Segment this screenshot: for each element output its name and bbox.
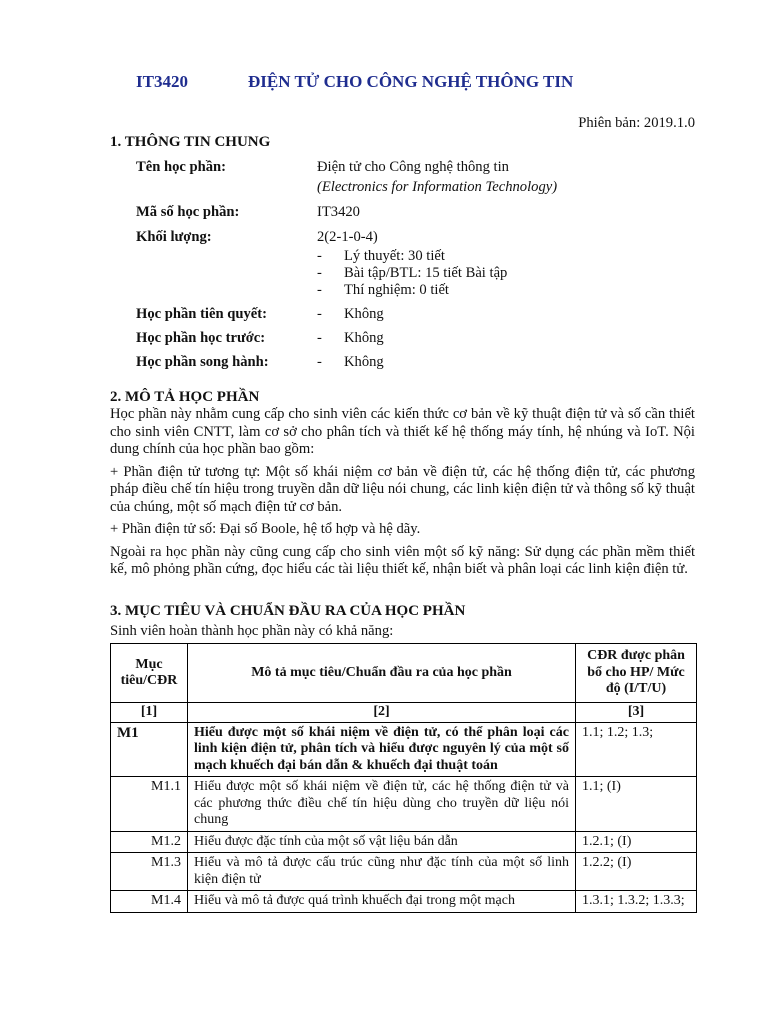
header-cell: Mô tả mục tiêu/Chuẩn đầu ra của học phần: [188, 644, 576, 703]
table-row: [111, 853, 697, 891]
objective-desc: Hiểu và mô tả được cấu trúc cũng như đặc tính của một số linh kiện điện tử: [188, 853, 576, 891]
parallel-label: Học phần song hành:: [136, 354, 269, 370]
objective-desc: Hiểu được một số khái niệm về điện tử, có thể phân loại các linh kiện điện tử, phân tích và hiểu được nguyên lý của một số mạch khuếch đại bán dẫn & khuếch đại thuật toán: [188, 722, 576, 777]
table-row: [111, 831, 697, 853]
section-2-heading: 2. MÔ TẢ HỌC PHẦN: [110, 389, 260, 405]
course-code: IT3420: [136, 72, 188, 91]
description-block: [110, 406, 695, 584]
table-row: [111, 722, 697, 777]
description-paragraph: + Phần điện tử tương tự: Một số khái niệm cơ bản về điện tử, các hệ thống điện tử, các phương pháp điều chế tín hiệu trong truyền dẫn dữ liệu nói chung, các linh kiện điện tử và thông số kỹ thuật của chúng, một số mạch điện tử cơ bản.: [110, 463, 695, 515]
description-paragraph: Học phần này nhằm cung cấp cho sinh viên các kiến thức cơ bản về kỹ thuật điện tử và số cần thiết cho sinh viên CNTT, làm cơ sở cho phân tích và thiết kế hệ thống máy tính, hệ nhúng và IoT. Nội dung chính của học phần bao gồm:: [110, 406, 695, 457]
column-number: [2]: [188, 703, 576, 723]
description-paragraph: Ngoài ra học phần này cũng cung cấp cho sinh viên một số kỹ năng: Sử dụng các phần mềm thiết kế, mô phỏng phần cứng, đọc hiểu các tài liệu thiết kế, nhận biết và phân loại các linh kiện điện tử.: [110, 543, 695, 577]
load-item: - Lý thuyết: 30 tiết: [317, 248, 445, 264]
section-3-intro: Sinh viên hoàn thành học phần này có khả năng:: [110, 623, 394, 639]
load-value: 2(2-1-0-4): [317, 229, 378, 245]
code-value: IT3420: [317, 204, 360, 220]
objective-id: M1.4: [111, 891, 188, 913]
objective-id: M1.1: [111, 777, 188, 832]
name-en-value: (Electronics for Information Technology): [317, 179, 558, 195]
column-number: [1]: [111, 703, 188, 723]
parallel-value: - Không: [317, 354, 384, 370]
objective-id: M1: [111, 722, 188, 777]
table-row: [111, 777, 697, 832]
course-title: ĐIỆN TỬ CHO CÔNG NGHỆ THÔNG TIN: [248, 72, 574, 91]
objective-desc: Hiểu được đặc tính của một số vật liệu bán dẫn: [188, 831, 576, 853]
objective-cdr: 1.1; (I): [576, 777, 697, 832]
prereq-value: - Không: [317, 306, 384, 322]
objective-cdr: 1.3.1; 1.3.2; 1.3.3;: [576, 891, 697, 913]
objective-desc: Hiểu được một số khái niệm về điện tử, các hệ thống điện tử và các phương thức điều chế tín hiệu dùng cho truyền dữ liệu nói chung: [188, 777, 576, 832]
objective-id: M1.3: [111, 853, 188, 891]
prior-label: Học phần học trước:: [136, 330, 266, 346]
name-label: Tên học phần:: [136, 159, 227, 175]
objectives-table: [110, 643, 697, 913]
name-value: Điện tử cho Công nghệ thông tin: [317, 159, 509, 175]
table-number-row: [111, 703, 697, 723]
prior-value: - Không: [317, 330, 384, 346]
load-item: - Bài tập/BTL: 15 tiết Bài tập: [317, 265, 508, 281]
description-paragraph: + Phần điện tử số: Đại số Boole, hệ tổ hợp và hệ dãy.: [110, 521, 421, 537]
objective-id: M1.2: [111, 831, 188, 853]
table-row: [111, 891, 697, 913]
header-cell: CĐR được phân bổ cho HP/ Mức độ (I/T/U): [576, 644, 697, 703]
prereq-label: Học phần tiên quyết:: [136, 306, 267, 322]
table-header-row: [111, 644, 697, 703]
objective-desc: Hiểu và mô tả được quá trình khuếch đại trong một mạch: [188, 891, 576, 913]
code-label: Mã số học phần:: [136, 204, 240, 220]
objective-cdr: 1.1; 1.2; 1.3;: [576, 722, 697, 777]
header-cell: Mục tiêu/CĐR: [111, 644, 188, 703]
objective-cdr: 1.2.1; (I): [576, 831, 697, 853]
section-3-heading: 3. MỤC TIÊU VÀ CHUẨN ĐẦU RA CỦA HỌC PHẦN: [110, 603, 466, 619]
section-1-heading: 1. THÔNG TIN CHUNG: [110, 134, 271, 150]
load-item: - Thí nghiệm: 0 tiết: [317, 282, 449, 298]
load-label: Khối lượng:: [136, 229, 212, 245]
objective-cdr: 1.2.2; (I): [576, 853, 697, 891]
version-label: Phiên bản: 2019.1.0: [578, 115, 695, 131]
column-number: [3]: [576, 703, 697, 723]
